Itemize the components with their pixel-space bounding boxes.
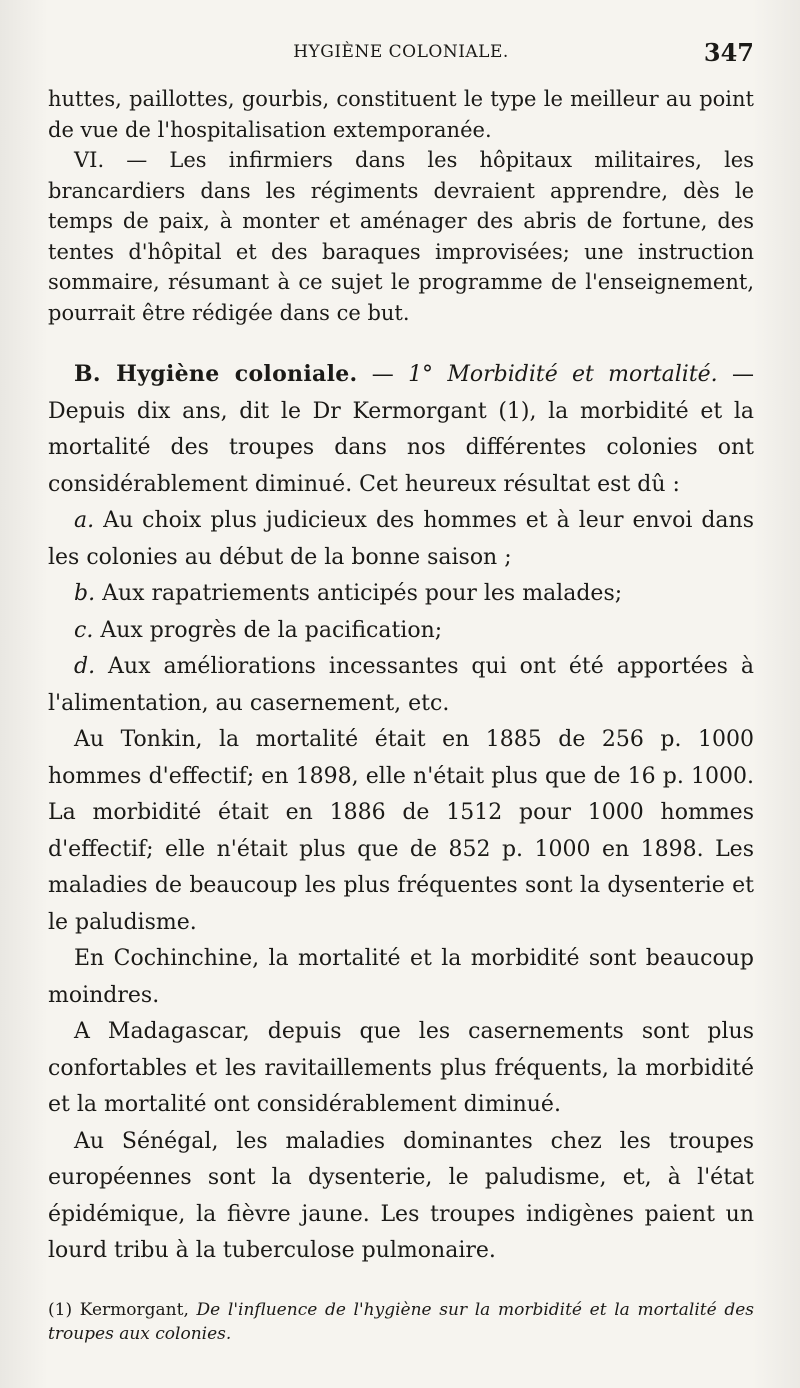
list-item-text: Aux progrès de la pacification; [100, 617, 443, 643]
paragraph-huttes: huttes, paillottes, gourbis, constituent le type le meilleur au point de vue de l'hospitalisation extemporanée. [48, 87, 754, 142]
list-item-letter: a. [74, 508, 95, 533]
list-item-letter: d. [74, 654, 96, 679]
list-item-text: Aux rapatriements anticipés pour les malades; [102, 581, 623, 606]
section-heading: B. Hygiène coloniale. [74, 361, 358, 387]
list-item [48, 613, 754, 650]
list-item-letter: b. [74, 581, 96, 606]
section-b [48, 356, 754, 1270]
section-subheading: 1° Morbidité et mortalité. [408, 362, 718, 387]
paragraph-madagascar: A Madagascar, depuis que les casernements sont plus confortables et les ravitaillements plus fréquents, la morbidité et la mortalité ont considérablement diminué. [48, 1019, 754, 1117]
footnote-title: De l'influence de l'hygiène sur la morbidité et la mortalité des troupes aux colonies. [48, 1300, 754, 1344]
list-item-letter: c. [74, 617, 94, 643]
list-item-text: Au choix plus judicieux des hommes et à leur envoi dans les colonies au début de la bonne saison ; [48, 508, 755, 570]
page-number: 347 [703, 38, 754, 67]
list-item-text: Aux améliorations incessantes qui ont été apportées à l'alimentation, au casernement, etc. [48, 654, 754, 716]
page-header [48, 36, 754, 70]
paragraph-tonkin: Au Tonkin, la mortalité était en 1885 de 256 p. 1000 hommes d'effectif; en 1898, elle n'était plus que de 16 p. 1000. La morbidité était en 1886 de 1512 pour 1000 hommes d'effectif; elle n'était plus que de 852 p. 1000 en 1898. Les maladies de beaucoup les plus fréquentes sont la dysenterie et le paludisme. [48, 727, 754, 935]
paragraph-senegal: Au Sénégal, les maladies dominantes chez les troupes européennes sont la dysenterie, le paludisme, et, à l'état épidémique, la fièvre jaune. Les troupes indigènes paient un lourd tribu à la tuberculose pulmonaire. [48, 1128, 754, 1263]
footnote [48, 1298, 754, 1346]
list-item [48, 503, 754, 576]
paragraph-cochinchine: En Cochinchine, la mortalité et la morbidité sont beaucoup moindres. [48, 946, 754, 1008]
heading-dash-2: — [717, 362, 754, 387]
intro-text: Depuis dix ans, dit le Dr Kermorgant (1), la morbidité et la mortalité des troupes dans nos différentes colonies ont considérablement diminué. Cet heureux résultat est dû : [48, 398, 754, 497]
footnote-marker: (1) Kermorgant, [48, 1300, 189, 1320]
paragraph-vi: VI. — Les infirmiers dans les hôpitaux militaires, les brancardiers dans les régiments devraient apprendre, dès le temps de paix, à monter et aménager des abris de fortune, des tentes d'hôpital et des baraques improvisées; une instruction sommaire, résumant à ce sujet le programme de l'enseignement, pourrait être rédigée dans ce but. [48, 148, 754, 325]
running-title: HYGIÈNE COLONIALE. [293, 42, 509, 62]
list-item [48, 576, 754, 613]
list-item [48, 649, 754, 722]
section-b-heading-paragraph [48, 356, 754, 503]
top-section [48, 84, 754, 328]
heading-dash: — [357, 362, 409, 387]
